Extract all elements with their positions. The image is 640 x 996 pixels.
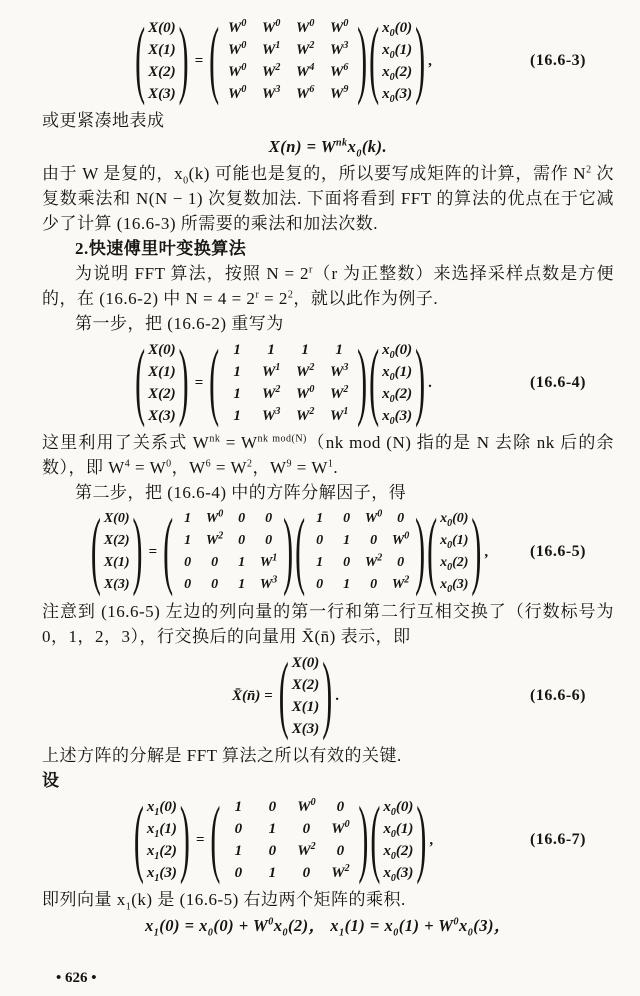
matrix-row [438, 574, 470, 596]
matrix-row [290, 652, 322, 674]
matrix-cell: 0 [316, 577, 324, 592]
matrix-cell: $W^0$ [295, 384, 315, 402]
matrix-cell: X(2) [291, 677, 320, 693]
matrix-cell: 1 [184, 533, 192, 548]
matrix-cell: $W^0$ [227, 62, 247, 80]
matrix-cell: $W^0$ [391, 530, 410, 548]
matrix-cell: 1 [343, 533, 351, 548]
paren-left-icon: ( [369, 11, 380, 108]
matrix-cell: X(0) [148, 342, 176, 358]
matrix-factor-1 [162, 502, 294, 599]
matrix-row [306, 508, 414, 530]
paren-left-icon: ( [295, 502, 306, 599]
matrix-cell: 0 [234, 865, 243, 881]
matrix-body [221, 796, 357, 884]
matrix-cell: $W^2$ [261, 384, 281, 402]
matrix-cell: $W^3$ [259, 574, 278, 592]
paren-right-icon: ) [415, 11, 426, 108]
matrix-cell: 1 [301, 342, 309, 358]
matrix-cell: $x_1(2)$ [146, 843, 177, 862]
matrix-cell: $x_0(1)$ [383, 821, 414, 840]
matrix-row [438, 552, 470, 574]
matrix-cell: X(1) [291, 699, 320, 715]
matrix-cell: 1 [233, 408, 241, 424]
matrix-cell: $W^3$ [329, 40, 349, 58]
matrix-cell: X(3) [148, 86, 176, 102]
matrix-cell: X(3) [148, 408, 176, 424]
matrix-body [381, 796, 415, 884]
matrix-row [102, 530, 132, 552]
xbar-lhs: X̄(n̄) = [232, 687, 273, 704]
matrix-cell: $W^0$ [364, 508, 383, 526]
matrix-cell: $x_0(1)$ [440, 533, 469, 551]
matrix-row [146, 83, 178, 105]
paren-left-icon: ( [278, 646, 289, 743]
matrix-cell: 1 [233, 386, 241, 402]
vector-X-lhs [134, 11, 190, 108]
matrix-cell: $x_1(1)$ [146, 821, 177, 840]
matrix-cell: $W^0$ [295, 18, 315, 36]
matrix-cell: 0 [370, 577, 378, 592]
paren-right-icon: ) [178, 333, 189, 430]
matrix-cell: 0 [238, 511, 246, 526]
section-heading-fft: 2.快速傅里叶变换算法 [75, 239, 247, 258]
matrix-body [438, 508, 470, 596]
matrix-cell: $x_0(3)$ [440, 577, 469, 595]
matrix-cell: 1 [343, 577, 351, 592]
matrix-cell: 0 [211, 555, 219, 570]
matrix-row [102, 574, 132, 596]
matrix-cell: 0 [184, 555, 192, 570]
matrix-row [146, 339, 178, 361]
matrix-row [221, 862, 357, 884]
matrix-cell: X(3) [291, 721, 320, 737]
paragraph-step1-intro: 第一步，把 (16.6-2) 重写为 [75, 314, 284, 333]
matrix-cell: 1 [316, 555, 324, 570]
matrix-row [438, 530, 470, 552]
paren-right-icon: ) [132, 502, 143, 599]
equation-label-16-6-3: (16.6-3) [530, 52, 586, 69]
equation-trail: . [335, 687, 339, 704]
matrix-cell: 0 [343, 555, 351, 570]
paren-right-icon: ) [415, 333, 426, 430]
matrix-row [145, 796, 179, 818]
matrix-W-powers [208, 11, 368, 108]
matrix-cell: $W^2$ [295, 40, 315, 58]
matrix-body [102, 508, 132, 596]
matrix-cell: $x_0(2)$ [382, 64, 413, 83]
matrix-body [146, 17, 178, 105]
vector-x0-rhs [426, 502, 482, 599]
matrix-row [146, 405, 178, 427]
matrix-row [220, 405, 356, 427]
matrix-cell: $W^3$ [261, 406, 281, 424]
matrix-row [146, 39, 178, 61]
matrix-row [380, 39, 414, 61]
equation-16-6-3 [42, 11, 614, 108]
equation-label-16-6-6: (16.6-6) [530, 687, 586, 704]
matrix-cell: 1 [316, 511, 324, 526]
paragraph-key-remark: 上述方阵的分解是 FFT 算法之所以有效的关键. [42, 746, 402, 765]
matrix-row [221, 818, 357, 840]
matrix-row [220, 339, 356, 361]
paren-left-icon: ( [209, 333, 220, 430]
matrix-row [381, 840, 415, 862]
matrix-cell: 1 [238, 577, 246, 592]
matrix-factor-2-repeat [209, 790, 369, 887]
matrix-cell: $x_0(2)$ [440, 555, 469, 573]
matrix-cell: $x_0(3)$ [382, 408, 413, 427]
matrix-cell: X(0) [148, 20, 176, 36]
matrix-cell: 0 [336, 799, 345, 815]
matrix-cell: 0 [397, 555, 405, 570]
matrix-cell: $W^2$ [261, 62, 281, 80]
paren-right-icon: ) [471, 502, 482, 599]
equals-sign: = [148, 543, 158, 560]
matrix-cell: X(2) [148, 386, 176, 402]
matrix-cell: X(2) [103, 533, 130, 548]
matrix-cell: $x_0(1)$ [382, 364, 413, 383]
matrix-row [380, 61, 414, 83]
matrix-row [380, 339, 414, 361]
butterfly-formula: $x_1(0) = x_0(0) + W^0x_0(2)$， $x_1(1) = x_0(1) + W^0x_0(3)$， [145, 916, 511, 939]
matrix-cell: 1 [267, 342, 275, 358]
matrix-cell: X(1) [148, 364, 176, 380]
compact-intro-text: 或更紧凑地表成 [42, 111, 165, 130]
equation-16-6-7 [42, 790, 614, 887]
vector-X-lhs [134, 333, 190, 430]
matrix-row [306, 574, 414, 596]
page-number: • 626 • [56, 970, 97, 986]
matrix-cell: $x_0(2)$ [382, 386, 413, 405]
matrix-row [220, 17, 356, 39]
matrix-row [102, 552, 132, 574]
matrix-row [146, 361, 178, 383]
matrix-cell: X(1) [103, 555, 130, 570]
matrix-cell: $W^0$ [261, 18, 281, 36]
matrix-cell: $W^2$ [295, 406, 315, 424]
matrix-row [290, 718, 322, 740]
matrix-cell: 0 [302, 865, 311, 881]
equation-label-16-6-4: (16.6-4) [530, 374, 586, 391]
matrix-row [221, 840, 357, 862]
matrix-factor-2 [294, 502, 426, 599]
matrix-row [145, 840, 179, 862]
vector-x1-lhs [133, 790, 191, 887]
matrix-cell: $W^2$ [364, 552, 383, 570]
matrix-body [290, 652, 322, 740]
matrix-body [174, 508, 282, 596]
matrix-cell: X(2) [148, 64, 176, 80]
paren-left-icon: ( [369, 333, 380, 430]
matrix-row [380, 83, 414, 105]
matrix-cell: $W^2$ [329, 384, 349, 402]
equation-trail: . [428, 374, 432, 391]
matrix-row [306, 530, 414, 552]
matrix-row [381, 796, 415, 818]
paren-right-icon: ) [322, 646, 333, 743]
matrix-cell: 1 [234, 843, 243, 859]
paren-left-icon: ( [209, 11, 220, 108]
matrix-cell: 1 [238, 555, 246, 570]
matrix-cell: $W^3$ [261, 84, 281, 102]
matrix-cell: $W^0$ [227, 40, 247, 58]
matrix-cell: $W^2$ [297, 841, 316, 859]
matrix-row [146, 17, 178, 39]
paren-right-icon: ) [358, 790, 369, 887]
vector-x0-rhs [369, 790, 427, 887]
matrix-cell: $W^2$ [331, 863, 350, 881]
paragraph-step2-intro: 第二步，把 (16.6-4) 中的方阵分解因子，得 [75, 483, 407, 502]
matrix-cell: $W^0$ [205, 508, 224, 526]
matrix-body [220, 339, 356, 427]
matrix-row [381, 862, 415, 884]
equation-16-6-6 [42, 646, 614, 743]
matrix-cell: 0 [336, 843, 345, 859]
equals-sign: = [194, 374, 204, 391]
paren-right-icon: ) [357, 333, 368, 430]
paren-right-icon: ) [283, 502, 294, 599]
equation-label-16-6-7: (16.6-7) [530, 831, 586, 848]
paragraph-row-swap: 注意到 (16.6-5) 左边的列向量的第一行和第二行互相交换了（行数标号为 0，1，2，3），行交换后的向量用 X̄(n̄) 表示，即 [42, 602, 614, 646]
equals-sign: = [195, 831, 205, 848]
matrix-cell: 0 [268, 843, 277, 859]
matrix-cell: $W^1$ [259, 552, 278, 570]
matrix-cell: 1 [268, 821, 277, 837]
matrix-cell: $x_1(3)$ [146, 865, 177, 884]
matrix-row [146, 383, 178, 405]
matrix-cell: 0 [234, 821, 243, 837]
matrix-body [145, 796, 179, 884]
matrix-row [380, 383, 414, 405]
matrix-cell: $W^0$ [297, 797, 316, 815]
paragraph-mod-relation: 这里利用了关系式 $W^{nk} = W^{nk mod(N)}(nk$ mod (N) 指的是 N 去除 nk 后的余数），即 $W^4 = W^0$，$W^6 = W^2$，$W^9 = W^1$. [42, 433, 614, 477]
matrix-cell: $W^0$ [331, 819, 350, 837]
matrix-row [380, 405, 414, 427]
paren-left-icon: ( [133, 790, 144, 887]
compact-formula: $X(n) = W^{nk}x_0(k)$. [268, 137, 388, 160]
matrix-row [220, 83, 356, 105]
matrix-row [220, 61, 356, 83]
matrix-cell: $x_0(2)$ [383, 843, 414, 862]
matrix-row [221, 796, 357, 818]
matrix-cell: 1 [268, 865, 277, 881]
matrix-body [306, 508, 414, 596]
paren-left-icon: ( [135, 333, 146, 430]
matrix-row [220, 39, 356, 61]
matrix-row [306, 552, 414, 574]
matrix-row [220, 361, 356, 383]
matrix-body [146, 339, 178, 427]
matrix-cell: $W^1$ [329, 406, 349, 424]
equation-16-6-4 [42, 333, 614, 430]
matrix-cell: 0 [265, 533, 273, 548]
matrix-cell: $W^0$ [227, 18, 247, 36]
equation-16-6-5 [42, 502, 614, 599]
paren-right-icon: ) [415, 502, 426, 599]
matrix-cell: 0 [211, 577, 219, 592]
matrix-cell: $W^2$ [295, 362, 315, 380]
matrix-body [380, 17, 414, 105]
matrix-cell: $x_0(0)$ [440, 511, 469, 529]
matrix-cell: 1 [184, 511, 192, 526]
matrix-body [380, 339, 414, 427]
equation-trail: , [428, 52, 432, 69]
equation-trail: , [484, 543, 489, 560]
matrix-cell: X(3) [103, 577, 130, 592]
paren-left-icon: ( [135, 11, 146, 108]
matrix-row [174, 508, 282, 530]
matrix-W-reduced [208, 333, 368, 430]
matrix-cell: 1 [233, 364, 241, 380]
matrix-cell: $W^2$ [205, 530, 224, 548]
matrix-cell: 0 [302, 821, 311, 837]
paren-left-icon: ( [210, 790, 221, 887]
matrix-cell: 1 [234, 799, 243, 815]
matrix-row [102, 508, 132, 530]
paren-right-icon: ) [416, 790, 427, 887]
matrix-cell: 1 [335, 342, 343, 358]
matrix-row [174, 530, 282, 552]
paren-right-icon: ) [178, 11, 189, 108]
matrix-row [290, 674, 322, 696]
matrix-row [174, 574, 282, 596]
paragraph-complexity: 由于 W 是复的，$x_0(k)$ 可能也是复的，所以要写成矩阵的计算，需作 $N^2$ 次复数乘法和 N(N − 1) 次复数加法. 下面将看到 FFT 的算法的优点在于它减少了计算 (16.6-3) 所需要的乘法和加法次数. [42, 164, 615, 233]
matrix-cell: 1 [233, 342, 241, 358]
vector-X-bar [278, 646, 334, 743]
vector-x0-rhs [368, 11, 426, 108]
vector-X-permuted [90, 502, 144, 599]
paren-left-icon: ( [427, 502, 438, 599]
paragraph-let: 设 [42, 771, 60, 790]
matrix-cell: $W^6$ [329, 62, 349, 80]
paren-left-icon: ( [370, 790, 381, 887]
paren-left-icon: ( [90, 502, 101, 599]
matrix-cell: $W^0$ [329, 18, 349, 36]
matrix-cell: $W^1$ [261, 362, 281, 380]
matrix-cell: $x_0(0)$ [383, 799, 414, 818]
matrix-row [145, 818, 179, 840]
matrix-cell: $W^3$ [329, 362, 349, 380]
paren-right-icon: ) [357, 11, 368, 108]
matrix-row [380, 17, 414, 39]
vector-x0-rhs [368, 333, 426, 430]
matrix-row [220, 383, 356, 405]
matrix-row [145, 862, 179, 884]
matrix-cell: $x_0(0)$ [382, 342, 413, 361]
matrix-row [174, 552, 282, 574]
paragraph-x1-product: 即列向量 $x_1(k)$ 是 (16.6-5) 右边两个矩阵的乘积. [42, 890, 406, 913]
matrix-row [381, 818, 415, 840]
matrix-cell: $W^1$ [261, 40, 281, 58]
paren-right-icon: ) [179, 790, 190, 887]
matrix-cell: $x_0(3)$ [383, 865, 414, 884]
matrix-cell: 0 [238, 533, 246, 548]
matrix-row [146, 61, 178, 83]
matrix-cell: 0 [343, 511, 351, 526]
matrix-cell: $W^0$ [227, 84, 247, 102]
matrix-row [438, 508, 470, 530]
matrix-cell: X(1) [148, 42, 176, 58]
matrix-cell: $x_0(3)$ [382, 86, 413, 105]
matrix-cell: $W^6$ [295, 84, 315, 102]
equation-trail: , [429, 831, 434, 848]
matrix-cell: 0 [184, 577, 192, 592]
matrix-body [220, 17, 356, 105]
matrix-cell: $W^4$ [295, 62, 315, 80]
matrix-cell: $x_1(0)$ [146, 799, 177, 818]
matrix-cell: $W^2$ [391, 574, 410, 592]
equals-sign: = [194, 52, 204, 69]
matrix-row [380, 361, 414, 383]
matrix-cell: 0 [265, 511, 273, 526]
matrix-cell: X(0) [103, 511, 130, 526]
matrix-cell: $W^9$ [329, 84, 349, 102]
paragraph-fft-setup: 为说明 FFT 算法，按照 $N = 2^r(r$ 为正整数）来选择采样点数是方便的，在 (16.6-2) 中 $N = 4 = 2^r = 2^2$，就以此作为例子. [42, 264, 614, 308]
paren-left-icon: ( [163, 502, 174, 599]
matrix-cell: $x_0(0)$ [382, 20, 413, 39]
matrix-cell: 0 [370, 533, 378, 548]
matrix-cell: X(0) [291, 655, 320, 671]
matrix-row [290, 696, 322, 718]
equation-label-16-6-5: (16.6-5) [530, 543, 586, 560]
matrix-cell: $x_0(1)$ [382, 42, 413, 61]
matrix-cell: 0 [316, 533, 324, 548]
matrix-cell: 0 [397, 511, 405, 526]
matrix-cell: 0 [268, 799, 277, 815]
